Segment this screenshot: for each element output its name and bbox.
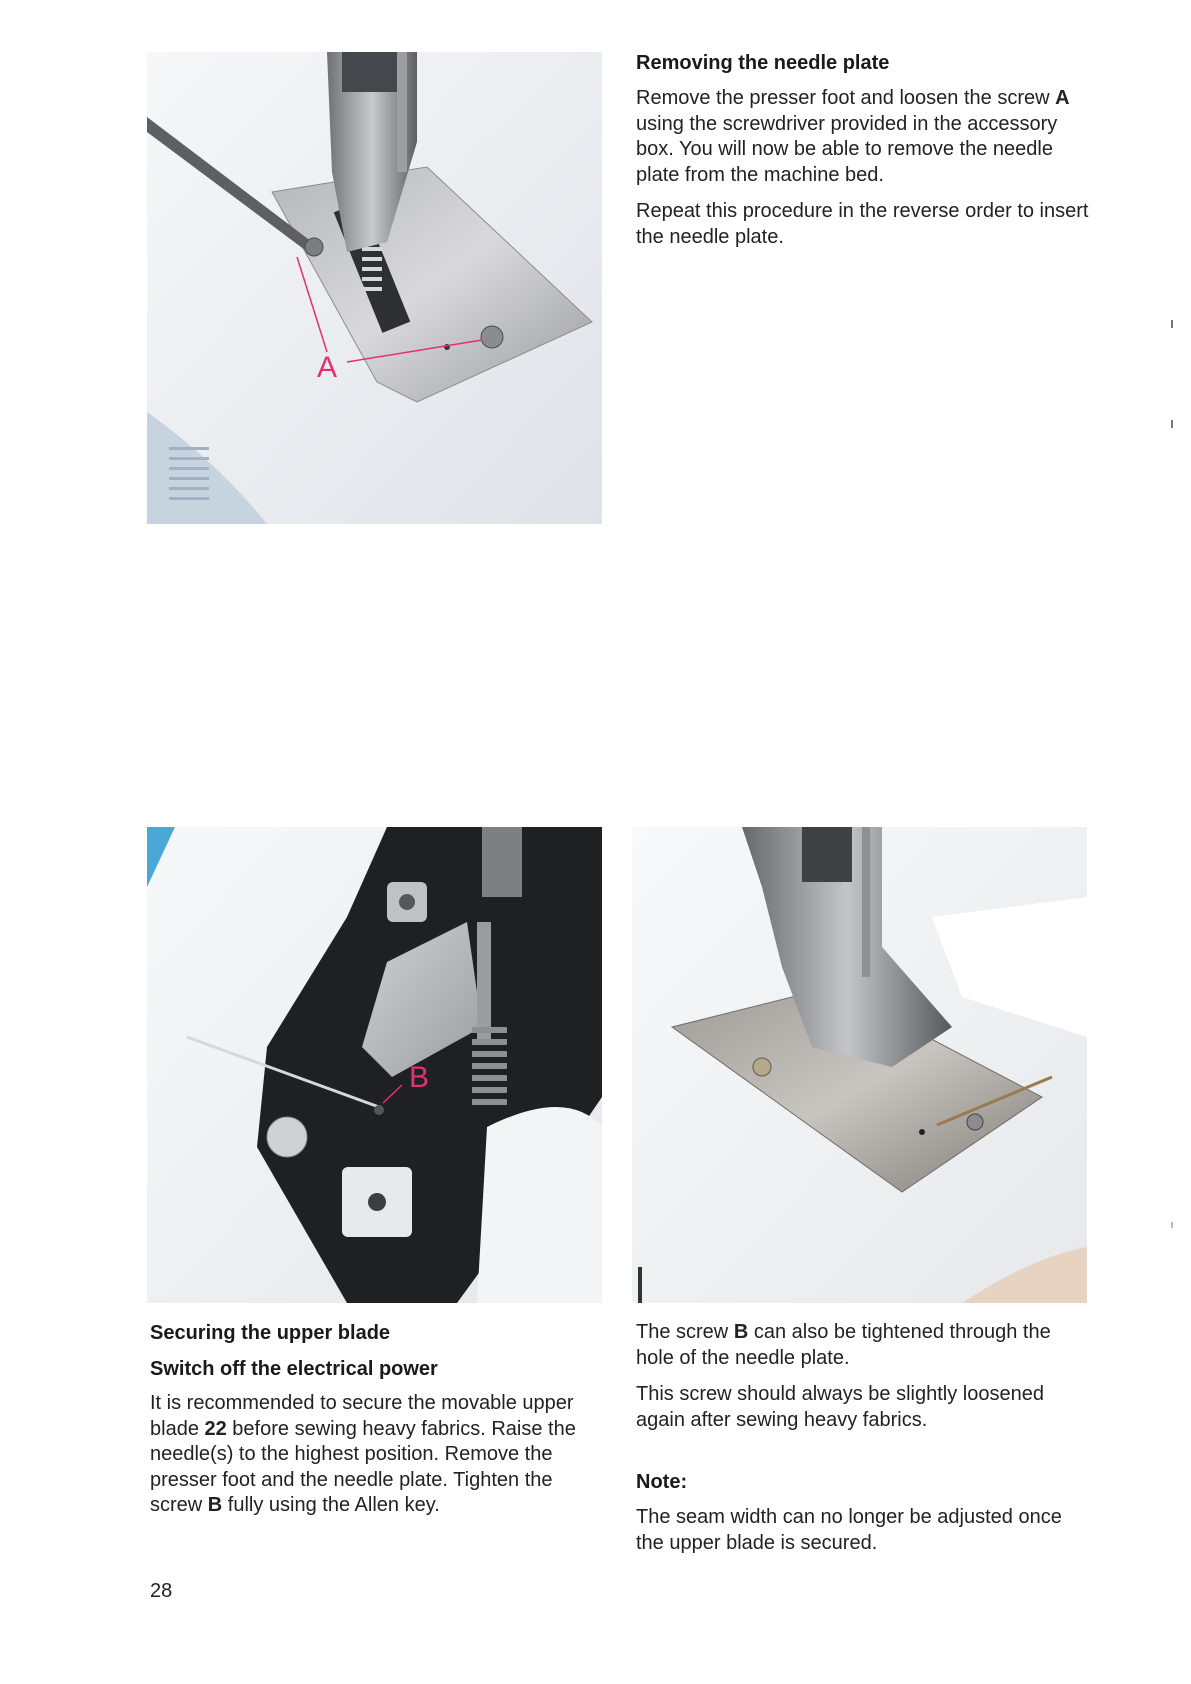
screw-through-plate-photo (632, 827, 1087, 1303)
securing-paragraph: It is recommended to secure the movable upper blade 22 before sewing heavy fabrics. Raise the needle(s) to the highest position. Remove the presser foot and the needle plate. Tighten the screw B fully using the Allen key. (150, 1392, 576, 1516)
screw-b-ref-2: B (733, 1321, 749, 1343)
screw-b-paragraph: The screw B can also be tightened through the hole of the needle plate. (636, 1321, 1051, 1369)
blade-22-ref: 22 (204, 1417, 227, 1440)
needle-plate-illustration (147, 52, 602, 524)
needle-plate-photo (147, 52, 602, 524)
note-heading: Note: (636, 1471, 688, 1493)
margin-mark (1171, 1222, 1173, 1228)
upper-blade-illustration (147, 827, 602, 1303)
note-text: The seam width can no longer be adjusted once the upper blade is secured. (636, 1506, 1062, 1554)
securing-upper-blade-section (150, 1320, 610, 1519)
margin-mark (1171, 420, 1173, 428)
screw-through-plate-illustration (632, 827, 1087, 1303)
callout-b: B (409, 1061, 430, 1094)
switch-off-power-heading: Switch off the electrical power (150, 1358, 438, 1380)
removing-paragraph-1: Remove the presser foot and loosen the screw A using the screwdriver provided in the accessory box. You will now be able to remove the needle plate from the machine bed. (636, 87, 1070, 186)
margin-mark (1171, 320, 1173, 328)
removing-paragraph-2: Repeat this procedure in the reverse order to insert the needle plate. (636, 200, 1089, 248)
screw-a-ref: A (1055, 87, 1070, 109)
screw-b-ref: B (207, 1494, 223, 1516)
callout-a: A (317, 351, 338, 384)
upper-blade-photo (147, 827, 602, 1303)
screw-note-section (636, 1320, 1091, 1556)
securing-heading: Securing the upper blade (150, 1322, 391, 1344)
page-number: 28 (150, 1580, 173, 1602)
loosen-paragraph: This screw should always be slightly loosened again after sewing heavy fabrics. (636, 1383, 1044, 1431)
removing-heading: Removing the needle plate (636, 52, 890, 74)
removing-needle-plate-section (636, 50, 1091, 250)
